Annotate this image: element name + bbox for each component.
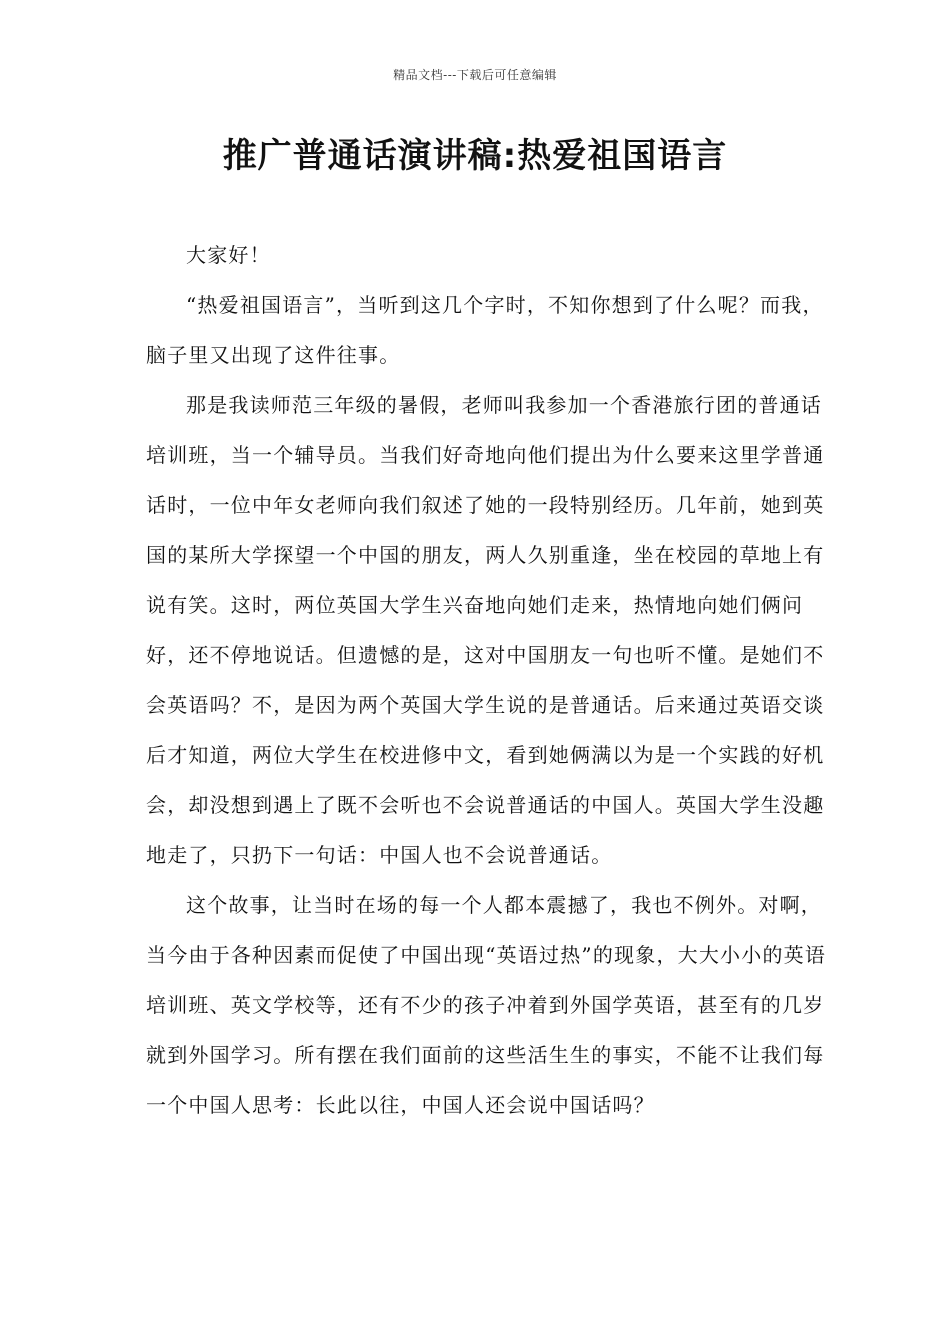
- page-header: 精品文档---下载后可任意编辑: [393, 68, 557, 82]
- paragraph-reflection: 这个故事，让当时在场的每一个人都本震撼了，我也不例外。对啊，当今由于各种因素而促使了中国出现“英语过热”的现象，大大小小的英语培训班、英文学校等，还有不少的孩子冲着到外国学英语，甚至有的几岁就到外国学习。所有摆在我们面前的这些活生生的事实，不能不让我们每一个中国人思考：长此以往，中国人还会说中国话吗？: [146, 893, 827, 1117]
- paragraph-story: 那是我读师范三年级的暑假，老师叫我参加一个香港旅行团的普通话培训班，当一个辅导员。当我们好奇地向他们提出为什么要来这里学普通话时，一位中年女老师向我们叙述了她的一段特别经历。几年前，她到英国的某所大学探望一个中国的朋友，两人久别重逢，坐在校园的草地上有说有笑。这时，两位英国大学生兴奋地向她们走来，热情地向她们俩问好，还不停地说话。但遗憾的是，这对中国朋友一句也听不懂。是她们不会英语吗？不，是因为两个英国大学生说的是普通话。后来通过英语交谈后才知道，两位大学生在校进修中文，看到她俩满以为是一个实践的好机会，却没想到遇上了既不会听也不会说普通话的中国人。英国大学生没趣地走了，只扔下一句话：中国人也不会说普通话。: [146, 393, 825, 867]
- paragraph-greeting: 大家好！: [186, 243, 271, 267]
- document-body: [146, 230, 831, 1130]
- document-title: 推广普通话演讲稿:热爱祖国语言: [222, 136, 728, 176]
- paragraph-intro: “热爱祖国语言”，当听到这几个字时，不知你想到了什么呢？而我，脑子里又出现了这件往事。: [146, 293, 824, 367]
